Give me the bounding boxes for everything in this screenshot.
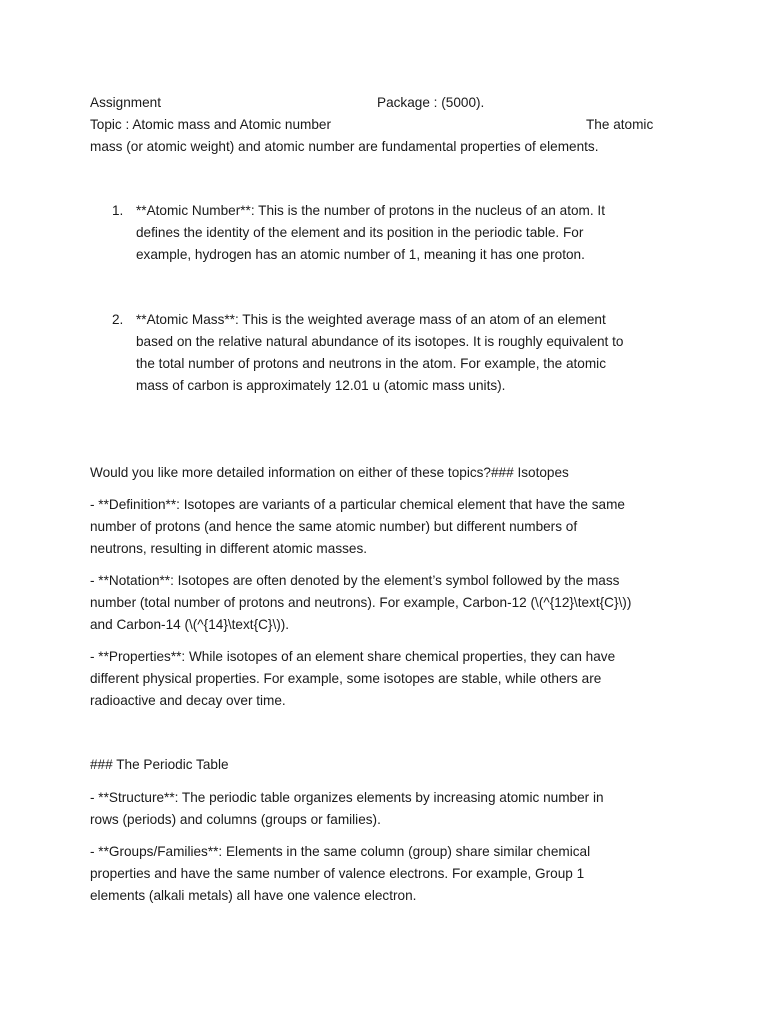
list-line: defines the identity of the element and its position in the periodic table. For — [136, 225, 584, 240]
list-line: mass of carbon is approximately 12.01 u (atomic mass units). — [136, 378, 506, 393]
list-number: 2. — [112, 312, 124, 327]
intro-rest: mass (or atomic weight) and atomic number are fundamental properties of elements. — [90, 139, 599, 154]
periodic-heading: ### The Periodic Table — [90, 757, 229, 772]
paragraph-line: different physical properties. For example, some isotopes are stable, while others are — [90, 671, 602, 686]
paragraph-line: radioactive and decay over time. — [90, 693, 286, 708]
paragraph-line: neutrons, resulting in different atomic masses. — [90, 541, 368, 556]
paragraph-line: rows (periods) and columns (groups or families). — [90, 812, 381, 827]
paragraph-line: and Carbon-14 (\(^{14}\text{C}\)). — [90, 617, 290, 632]
list-number: 1. — [112, 203, 124, 218]
paragraph-line: properties and have the same number of valence electrons. For example, Group 1 — [90, 866, 585, 881]
topic-line: Topic : Atomic mass and Atomic number — [90, 117, 332, 132]
paragraph-line: - **Groups/Families**: Elements in the same column (group) share similar chemical — [90, 844, 591, 859]
paragraph-line: - **Structure**: The periodic table organizes elements by increasing atomic number in — [90, 790, 604, 805]
paragraph-line: elements (alkali metals) all have one valence electron. — [90, 888, 417, 903]
list-line: **Atomic Number**: This is the number of protons in the nucleus of an atom. It — [136, 203, 605, 218]
intro-start: The atomic — [586, 117, 654, 132]
paragraph-line: number (total number of protons and neutrons). For example, Carbon-12 (\(^{12}\text{C}\)) — [90, 595, 632, 610]
list-line: the total number of protons and neutrons in the atom. For example, the atomic — [136, 356, 606, 371]
paragraph-line: - **Notation**: Isotopes are often denoted by the element’s symbol followed by the mass — [90, 573, 620, 588]
list-line: based on the relative natural abundance of its isotopes. It is roughly equivalent to — [136, 334, 624, 349]
paragraph-line: - **Properties**: While isotopes of an element share chemical properties, they can have — [90, 649, 616, 664]
paragraph-line: - **Definition**: Isotopes are variants of a particular chemical element that have the same — [90, 497, 625, 512]
paragraph-line: number of protons (and hence the same atomic number) but different numbers of — [90, 519, 578, 534]
assignment-label: Assignment — [90, 95, 162, 110]
question-line: Would you like more detailed information on either of these topics?### Isotopes — [90, 465, 569, 480]
list-line: **Atomic Mass**: This is the weighted average mass of an atom of an element — [136, 312, 606, 327]
package-label: Package : (5000). — [377, 95, 485, 110]
list-line: example, hydrogen has an atomic number of 1, meaning it has one proton. — [136, 247, 585, 262]
